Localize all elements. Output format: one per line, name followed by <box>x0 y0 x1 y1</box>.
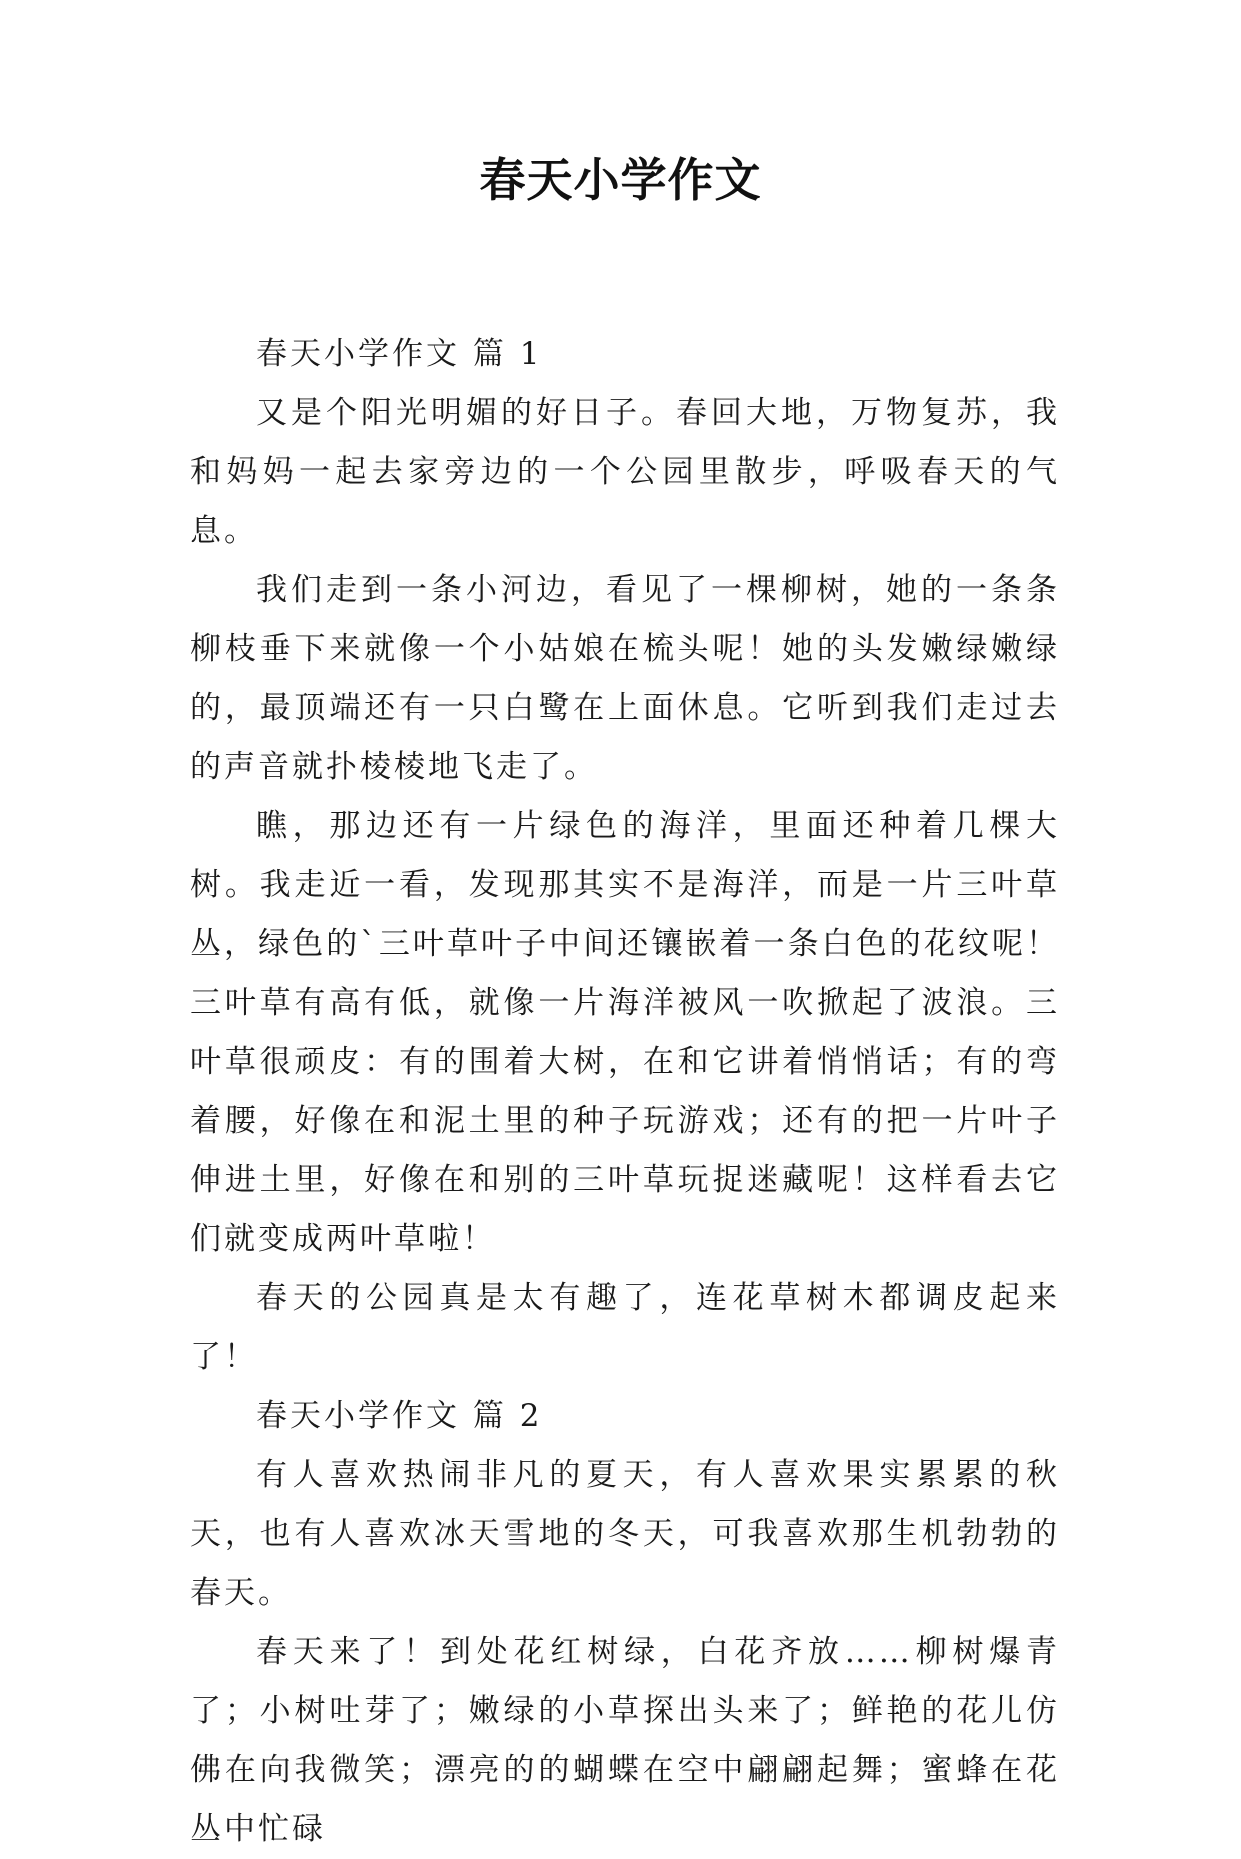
paragraph: 又是个阳光明媚的好日子。春回大地，万物复苏，我和妈妈一起去家旁边的一个公园里散步，呼吸春天的气息。 <box>190 395 1060 549</box>
paragraph: 瞧，那边还有一片绿色的海洋，里面还种着几棵大树。我走近一看，发现那其实不是海洋，而是一片三叶草丛，绿色的`三叶草叶子中间还镶嵌着一条白色的花纹呢！三叶草有高有低，就像一片海洋被风一吹掀起了波浪。三叶草很顽皮：有的围着大树，在和它讲着悄悄话；有的弯着腰，好像在和泥土里的种子玩游戏；还有的把一片叶子伸进土里，好像在和别的三叶草玩捉迷藏呢！这样看去它们就变成两叶草啦！ <box>190 808 1060 1257</box>
section-heading-1: 春天小学作文 篇 1 <box>256 336 543 372</box>
paragraph: 春天来了！到处花红树绿，白花齐放……柳树爆青了；小树吐芽了；嫩绿的小草探出头来了；鲜艳的花儿仿佛在向我微笑；漂亮的的蝴蝶在空中翩翩起舞；蜜蜂在花丛中忙碌 <box>190 1634 1060 1847</box>
paragraph: 我们走到一条小河边，看见了一棵柳树，她的一条条柳枝垂下来就像一个小姑娘在梳头呢！她的头发嫩绿嫩绿的，最顶端还有一只白鹭在上面休息。它听到我们走过去的声音就扑棱棱地飞走了。 <box>190 572 1060 785</box>
document-title: 春天小学作文 <box>479 153 762 207</box>
paragraph: 有人喜欢热闹非凡的夏天，有人喜欢果实累累的秋天，也有人喜欢冰天雪地的冬天，可我喜欢那生机勃勃的春天。 <box>190 1457 1060 1611</box>
section-heading-2: 春天小学作文 篇 2 <box>256 1398 543 1434</box>
document-body <box>190 325 1060 1859</box>
paragraph: 春天的公园真是太有趣了，连花草树木都调皮起来了！ <box>190 1280 1060 1375</box>
